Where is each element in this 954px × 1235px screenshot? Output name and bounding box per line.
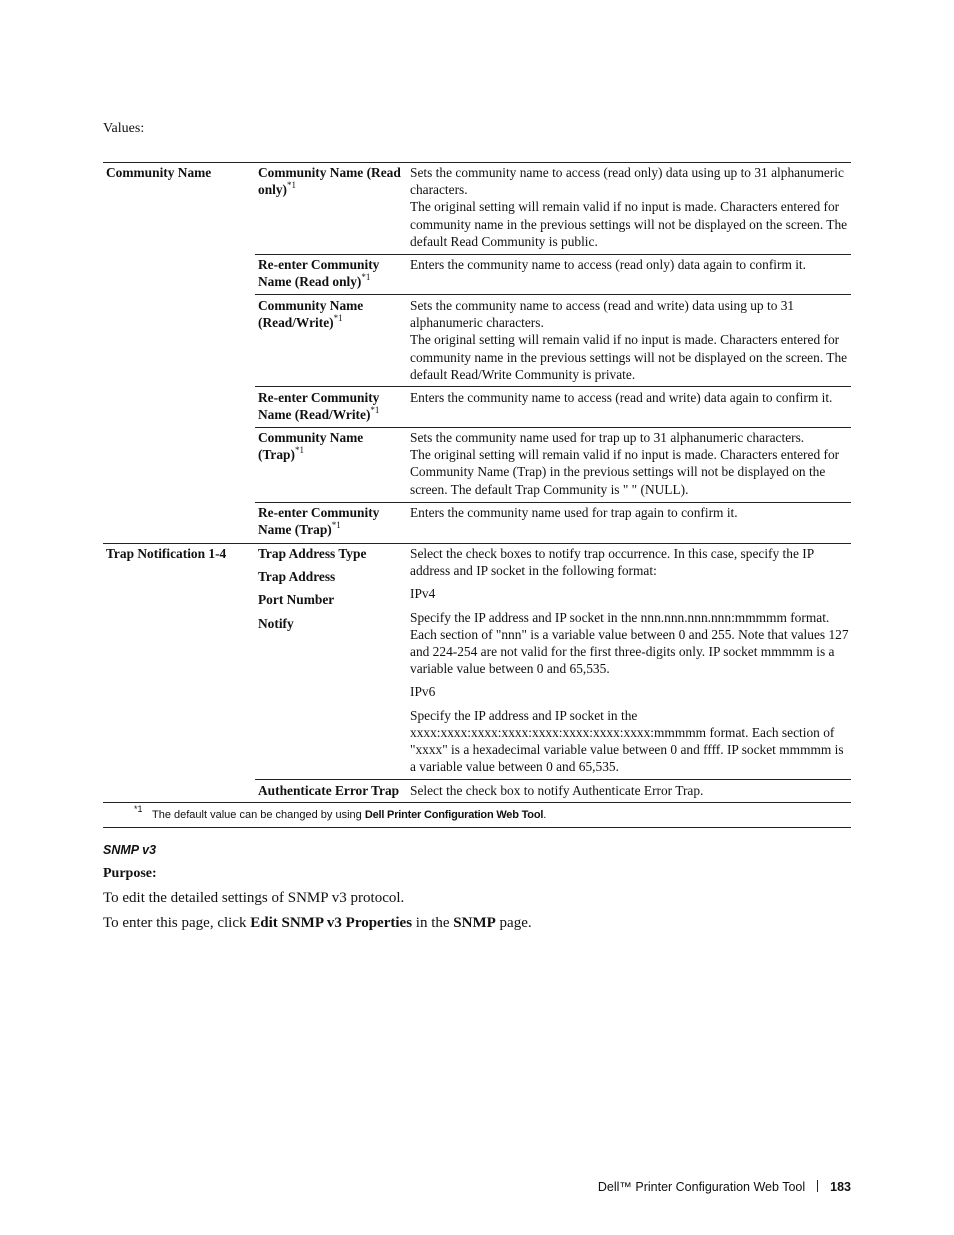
section-title: SNMP v3: [103, 843, 157, 857]
purpose-text: To edit the detailed settings of SNMP v3 protocol.: [103, 890, 405, 906]
table-row-desc: Enters the community name to access (read only) data again to confirm it.: [410, 257, 807, 272]
table-row-item: Re-enter Community Name (Trap)$^{*1}$: [258, 505, 380, 538]
row-rule: [255, 254, 851, 255]
group-community-name: Community Name: [106, 165, 212, 180]
trap-items: [258, 545, 408, 632]
group-rule: [103, 543, 851, 544]
row-rule: [255, 427, 851, 428]
footnote-mark: *1: [134, 804, 143, 814]
page-number: 183: [830, 1180, 851, 1194]
list-item: Port Number: [258, 592, 335, 608]
table-row-item: Community Name (Read only)$^{*1}$: [258, 165, 401, 198]
table-row-desc: Sets the community name used for trap up to 31 alphanumeric characters. The original setting will remain valid if no input is made. Characters entered for Community Name (Trap) in the previous settings will not be displayed on the screen. The default Trap Community is " " (NULL).: [410, 430, 840, 497]
footer-divider: [817, 1180, 818, 1192]
row-rule: [255, 294, 851, 295]
purpose-label: Purpose:: [103, 866, 157, 881]
table-row-item: Community Name (Read/Write)$^{*1}$: [258, 298, 364, 331]
table-row-item: Re-enter Community Name (Read only)$^{*1}$: [258, 257, 380, 290]
table-row-desc: Sets the community name to access (read only) data using up to 31 alphanumeric characters. The original setting will remain valid if no input is made. Characters entered for community name in the previous settings will not be displayed on the screen. The default Read Community is public.: [410, 165, 848, 249]
table-bottom-rule: [103, 802, 851, 803]
footnote-rule: [103, 827, 851, 828]
page-footer: [598, 1180, 851, 1194]
table-top-rule: [103, 162, 851, 163]
table-row-desc: Sets the community name to access (read and write) data using up to 31 alphanumeric characters. The original setting will remain valid if no input is made. Characters entered for community name in the previous settings will not be displayed on the screen. The default Read/Write Community is private.: [410, 298, 848, 382]
table-row-item: Re-enter Community Name (Read/Write)$^{*1}$: [258, 390, 380, 423]
values-label: Values:: [103, 121, 145, 136]
footnote: The default value can be changed by using Dell Printer Configuration Web Tool.: [152, 809, 547, 821]
row-rule: [255, 386, 851, 387]
table-row-item: Community Name (Trap)$^{*1}$: [258, 430, 364, 463]
table-row-desc: Enters the community name used for trap again to confirm it.: [410, 505, 738, 520]
row-rule: [255, 502, 851, 503]
table-row-desc: Enters the community name to access (read and write) data again to confirm it.: [410, 390, 833, 405]
table-row-item: Authenticate Error Trap: [258, 783, 400, 798]
list-item: Notify: [258, 615, 294, 631]
enter-instructions: To enter this page, click Edit SNMP v3 Properties in the SNMP page.: [103, 915, 532, 931]
footer-title: Dell™ Printer Configuration Web Tool: [597, 1180, 806, 1194]
group-trap-notification: Trap Notification 1-4: [106, 546, 227, 561]
list-item: Trap Address: [258, 569, 336, 585]
trap-desc: Select the check boxes to notify trap occurrence. In this case, specify the IP address and IP socket in the following format: IPv4 Specify the IP address and IP socket in the nnn.nnn.nnn.nnn:mmmmm format. Each section of "nnn" is a variable value between 0 and 255. Note that values 127 and 224-254 are not valid for the first three-digits only. IP socket mmmmm is a variable value between 0 and 65,535. IPv6 Specify the IP address and IP socket in the xxxx:xxxx:xxxx:xxxx:xxxx:xxxx:xxxx:xxxx:mmmmm format. Each section of "xxxx" is a hexadecimal variable value between 0 and ffff. IP socket mmmmm is a variable value between 0 and 65,535.: [410, 546, 849, 775]
table-row-desc: Select the check box to notify Authenticate Error Trap.: [410, 783, 704, 798]
list-item: Trap Address Type: [258, 546, 367, 561]
